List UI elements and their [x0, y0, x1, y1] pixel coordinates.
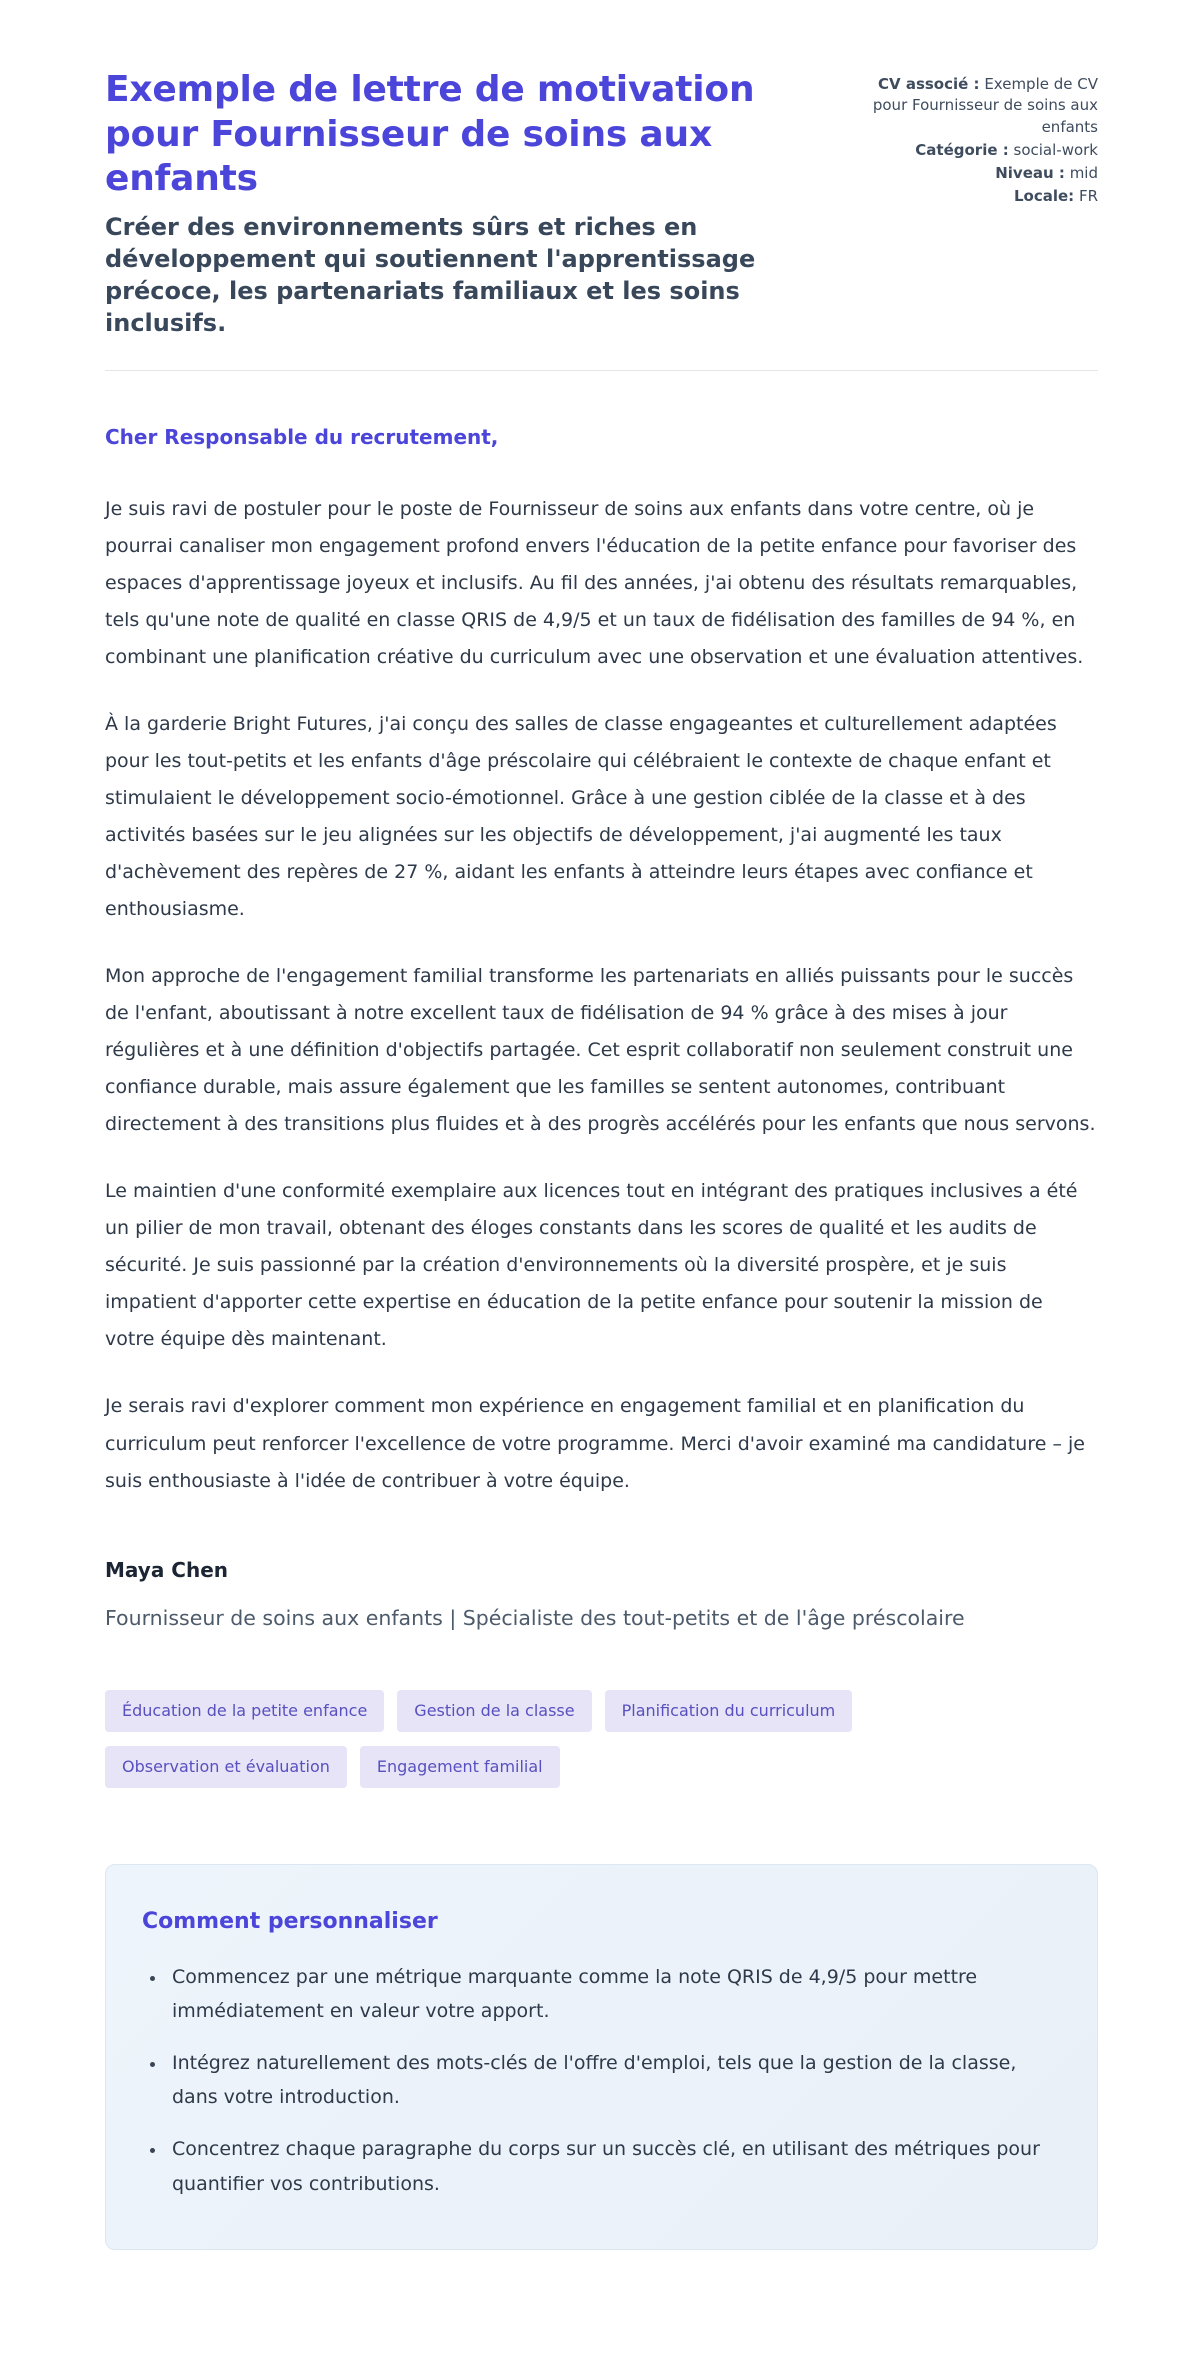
meta-label-locale: Locale: — [1013, 187, 1075, 206]
tip-item-3: • Concentrez chaque paragraphe du corps sur un succès clé, en utilisant des métriques pour quantifier vos contributions. — [166, 2132, 1057, 2200]
meta-row-category — [840, 140, 1098, 161]
tag-observation-assessment[interactable]: Observation et évaluation — [105, 1746, 347, 1788]
meta-row-level — [840, 163, 1098, 184]
meta-label-category: Catégorie : — [915, 140, 1009, 159]
signature-name: Maya Chen — [105, 1557, 228, 1582]
meta-row-cv — [840, 74, 1098, 138]
meta-value-category: social-work — [1013, 140, 1098, 159]
tip-item-2: • Intégrez naturellement des mots-clés de l'offre d'emploi, tels que la gestion de la classe, dans votre introduction. — [166, 2046, 1057, 2114]
page-header — [105, 68, 1098, 340]
meta-row-locale — [840, 186, 1098, 207]
header-divider — [105, 370, 1098, 371]
meta-label-cv: CV associé : — [877, 75, 980, 93]
customization-tips-box — [105, 1864, 1098, 2250]
title-block — [105, 68, 810, 340]
letter-paragraph-1: Je suis ravi de postuler pour le poste de Fournisseur de soins aux enfants dans votre centre, où je pourrai canaliser mon engagement profond envers l'éducation de la petite enfance pour favoriser des espaces d'apprentissage joyeux et inclusifs. Au fil des années, j'ai obtenu des résultats remarquables, tels qu'une note de qualité en classe QRIS de 4,9/5 et un taux de fidélisation des familles de 94 %, en combinant une planification créative du curriculum avec une observation et une évaluation attentives. — [105, 497, 1084, 668]
tag-classroom-management[interactable]: Gestion de la classe — [397, 1690, 591, 1732]
meta-value-locale: FR — [1078, 187, 1098, 206]
page-title: Exemple de lettre de motivation pour Fournisseur de soins aux enfants — [105, 69, 755, 200]
letter-greeting: Cher Responsable du recrutement, — [105, 424, 499, 449]
meta-value-level: mid — [1069, 164, 1098, 183]
meta-value-cv: Exemple de CV pour Fournisseur de soins aux enfants — [872, 75, 1098, 136]
tips-list — [142, 1960, 1057, 2201]
signature-role: Fournisseur de soins aux enfants | Spécialiste des tout-petits et de l'âge préscolaire — [105, 1605, 965, 1630]
letter-paragraph-5: Je serais ravi d'explorer comment mon expérience en engagement familial et en planification du curriculum peut renforcer l'excellence de votre programme. Merci d'avoir examiné ma candidature – je suis enthousiaste à l'idée de contribuer à votre équipe. — [105, 1395, 1085, 1492]
meta-block — [840, 68, 1098, 210]
letter-paragraph-2: À la garderie Bright Futures, j'ai conçu des salles de classe engageantes et culturellement adaptées pour les tout-petits et les enfants d'âge préscolaire qui célébraient le contexte de chaque enfant et stimulaient le développement socio-émotionnel. Grâce à une gestion ciblée de la classe et à des activités basées sur le jeu alignées sur les objectifs de développement, j'ai augmenté les taux d'achèvement des repères de 27 %, aidant les enfants à atteindre leurs étapes avec confiance et enthousiasme. — [105, 712, 1057, 920]
letter-paragraph-3: Mon approche de l'engagement familial transforme les partenariats en alliés puissants pour le succès de l'enfant, aboutissant à notre excellent taux de fidélisation de 94 % grâce à des mises à jour régulières et à une définition d'objectifs partagée. Cet esprit collaboratif non seulement construit une confiance durable, mais assure également que les familles se sentent autonomes, contribuant directement à des transitions plus fluides et à des progrès accélérés pour les enfants que nous servons. — [105, 965, 1096, 1136]
tip-item-1: • Commencez par une métrique marquante comme la note QRIS de 4,9/5 pour mettre immédiatement en valeur votre apport. — [166, 1960, 1057, 2028]
skill-tags — [105, 1690, 905, 1788]
tips-heading: Comment personnaliser — [142, 1908, 438, 1934]
tag-curriculum-planning[interactable]: Planification du curriculum — [605, 1690, 853, 1732]
letter-paragraph-4: Le maintien d'une conformité exemplaire aux licences tout en intégrant des pratiques inclusives a été un pilier de mon travail, obtenant des éloges constants dans les scores de qualité et les audits de sécurité. Je suis passionné par la création d'environnements où la diversité prospère, et je suis impatient d'apporter cette expertise en éducation de la petite enfance pour soutenir la mission de votre équipe dès maintenant. — [105, 1180, 1078, 1351]
meta-label-level: Niveau : — [995, 164, 1065, 183]
page-subtitle: Créer des environnements sûrs et riches en développement qui soutiennent l'apprentissage précoce, les partenariats familiaux et les soins inclusifs. — [105, 212, 756, 337]
signature-block — [105, 1558, 1098, 1630]
letter-body — [105, 425, 1098, 1630]
tag-early-childhood-education[interactable]: Éducation de la petite enfance — [105, 1690, 384, 1732]
tag-family-engagement[interactable]: Engagement familial — [360, 1746, 560, 1788]
